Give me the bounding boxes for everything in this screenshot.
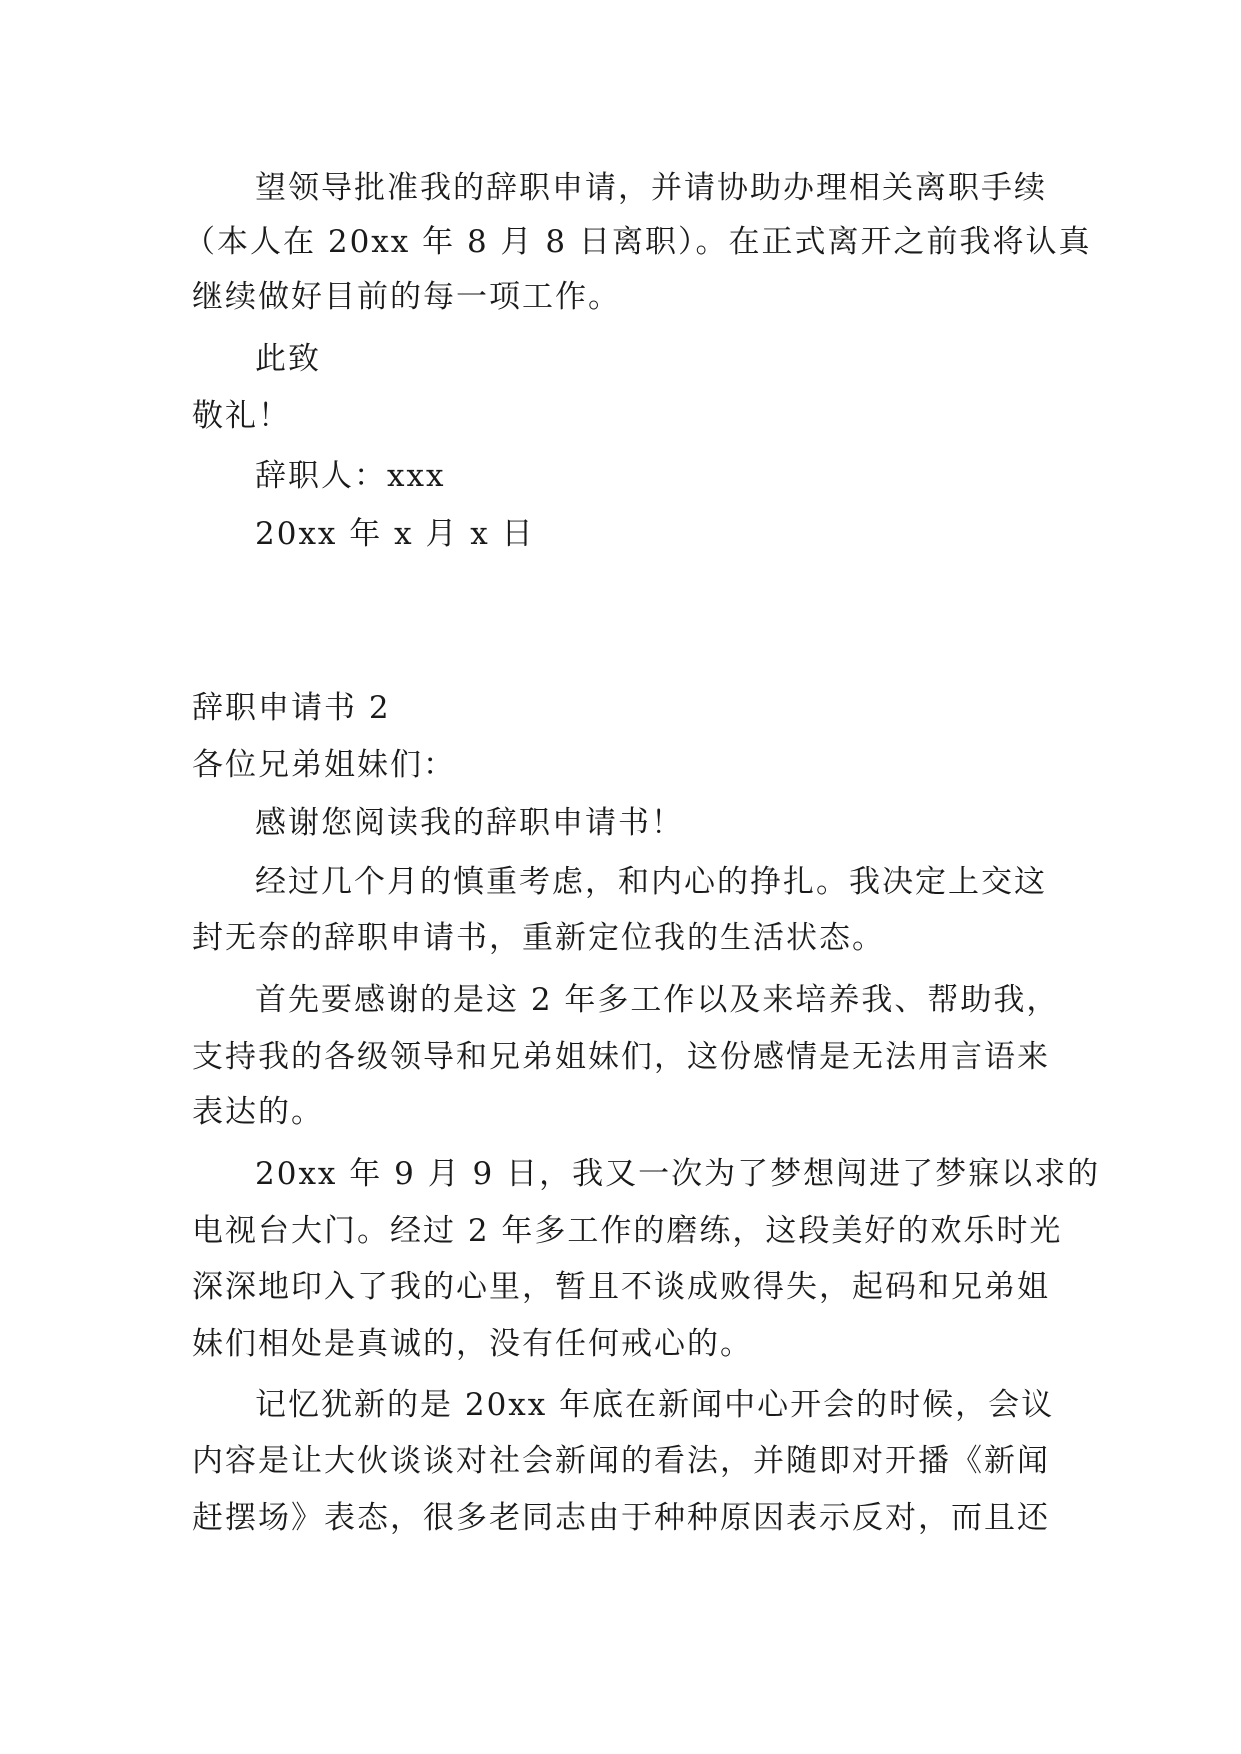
p2-4-line-1: 记忆犹新的是 20xx 年底在新闻中心开会的时候，会议 bbox=[255, 1387, 1055, 1423]
p1-line-3: 继续做好目前的每一项工作。 bbox=[192, 279, 621, 315]
p2-4-line-2: 内容是让大伙谈谈对社会新闻的看法，并随即对开播《新闻 bbox=[192, 1443, 1050, 1479]
p2-1-line-2: 封无奈的辞职申请书，重新定位我的生活状态。 bbox=[192, 920, 885, 956]
p2-2-line-1: 首先要感谢的是这 2 年多工作以及来培养我、帮助我， bbox=[255, 982, 1060, 1018]
closing-text: 此致 bbox=[255, 341, 321, 377]
date-text: 20xx 年 x 月 x 日 bbox=[255, 516, 535, 552]
section-title: 辞职申请书 2 bbox=[192, 690, 391, 726]
p1-line-1: 望领导批准我的辞职申请，并请协助办理相关离职手续 bbox=[255, 170, 1047, 206]
p2-3-line-3: 深深地印入了我的心里，暂且不谈成败得失，起码和兄弟姐 bbox=[192, 1269, 1050, 1305]
p2-3-line-2: 电视台大门。经过 2 年多工作的磨练，这段美好的欢乐时光 bbox=[192, 1213, 1063, 1249]
p2-3-line-4: 妹们相处是真诚的，没有任何戒心的。 bbox=[192, 1326, 753, 1362]
p2-3-line-1: 20xx 年 9 月 9 日，我又一次为了梦想闯进了梦寐以求的 bbox=[255, 1156, 1101, 1192]
p2-2-line-3: 表达的。 bbox=[192, 1094, 324, 1130]
salute-text: 敬礼！ bbox=[192, 398, 291, 434]
p2-2-line-2: 支持我的各级领导和兄弟姐妹们，这份感情是无法用言语来 bbox=[192, 1039, 1050, 1075]
greeting-text: 各位兄弟姐妹们： bbox=[192, 747, 456, 783]
signature-text: 辞职人：xxx bbox=[255, 458, 446, 494]
thanks-text: 感谢您阅读我的辞职申请书！ bbox=[255, 805, 684, 841]
p2-4-line-3: 赶摆场》表态，很多老同志由于种种原因表示反对，而且还 bbox=[192, 1500, 1050, 1536]
p2-1-line-1: 经过几个月的慎重考虑，和内心的挣扎。我决定上交这 bbox=[255, 864, 1047, 900]
p1-line-2: （本人在 20xx 年 8 月 8 日离职）。在正式离开之前我将认真 bbox=[184, 224, 1092, 260]
